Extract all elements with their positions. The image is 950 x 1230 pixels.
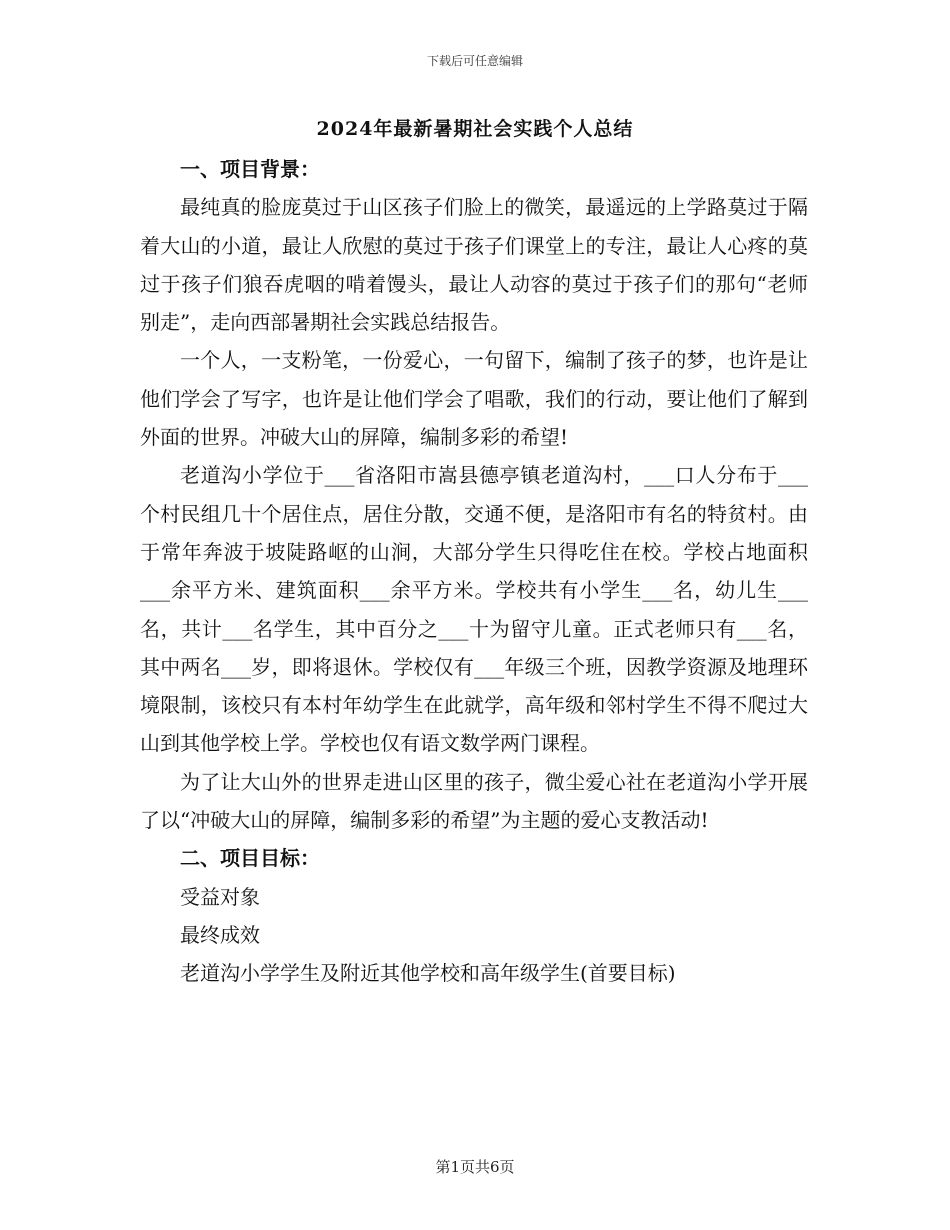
text-line: 最终成效: [180, 922, 260, 947]
document-body: [140, 150, 808, 993]
paragraph: 老道沟小学位于___省洛阳市嵩县德亭镇老道沟村，___口人分布于___个村民组几十个居住点，居住分散，交通不便，是洛阳市有名的特贫村。由于常年奔波于坡陡路岖的山涧，大部分学生只得吃住在校。学校占地面积___余平方米、建筑面积___余平方米。学校共有小学生___名，幼儿生___名，共计___名学生，其中百分之___十为留守儿童。正式老师只有___名，其中两名___岁，即将退休。学校仅有___年级三个班，因教学资源及地理环境限制，该校只有本村年幼学生在此就学，高年级和邻村学生不得不爬过大山到其他学校上学。学校也仅有语文数学两门课程。: [140, 463, 808, 756]
text-line: 受益对象: [180, 884, 260, 909]
page-header-note: 下载后可任意编辑: [426, 54, 523, 68]
text-line: 老道沟小学学生及附近其他学校和高年级学生(首要目标): [180, 961, 676, 986]
section-heading-goals: 二、项目目标：: [180, 846, 320, 871]
document-title: 2024年最新暑期社会实践个人总结: [316, 118, 634, 140]
page-number: 第1页共6页: [435, 1158, 515, 1176]
paragraph: 为了让大山外的世界走进山区里的孩子，微尘爱心社在老道沟小学开展了以“冲破大山的屏障，编制多彩的希望”为主题的爱心支教活动!: [140, 769, 808, 833]
section-heading-background: 一、项目背景：: [180, 157, 320, 181]
paragraph: 一个人，一支粉笔，一份爱心，一句留下，编制了孩子的梦，也许是让他们学会了写字，也许是让他们学会了唱歌，我们的行动，要让他们了解到外面的世界。冲破大山的屏障，编制多彩的希望!: [140, 348, 808, 450]
paragraph: 最纯真的脸庞莫过于山区孩子们脸上的微笑，最遥远的上学路莫过于隔着大山的小道，最让人欣慰的莫过于孩子们课堂上的专注，最让人心疼的莫过于孩子们狼吞虎咽的啃着馒头，最让人动容的莫过于孩子们的那句“老师别走”，走向西部暑期社会实践总结报告。: [140, 195, 808, 335]
